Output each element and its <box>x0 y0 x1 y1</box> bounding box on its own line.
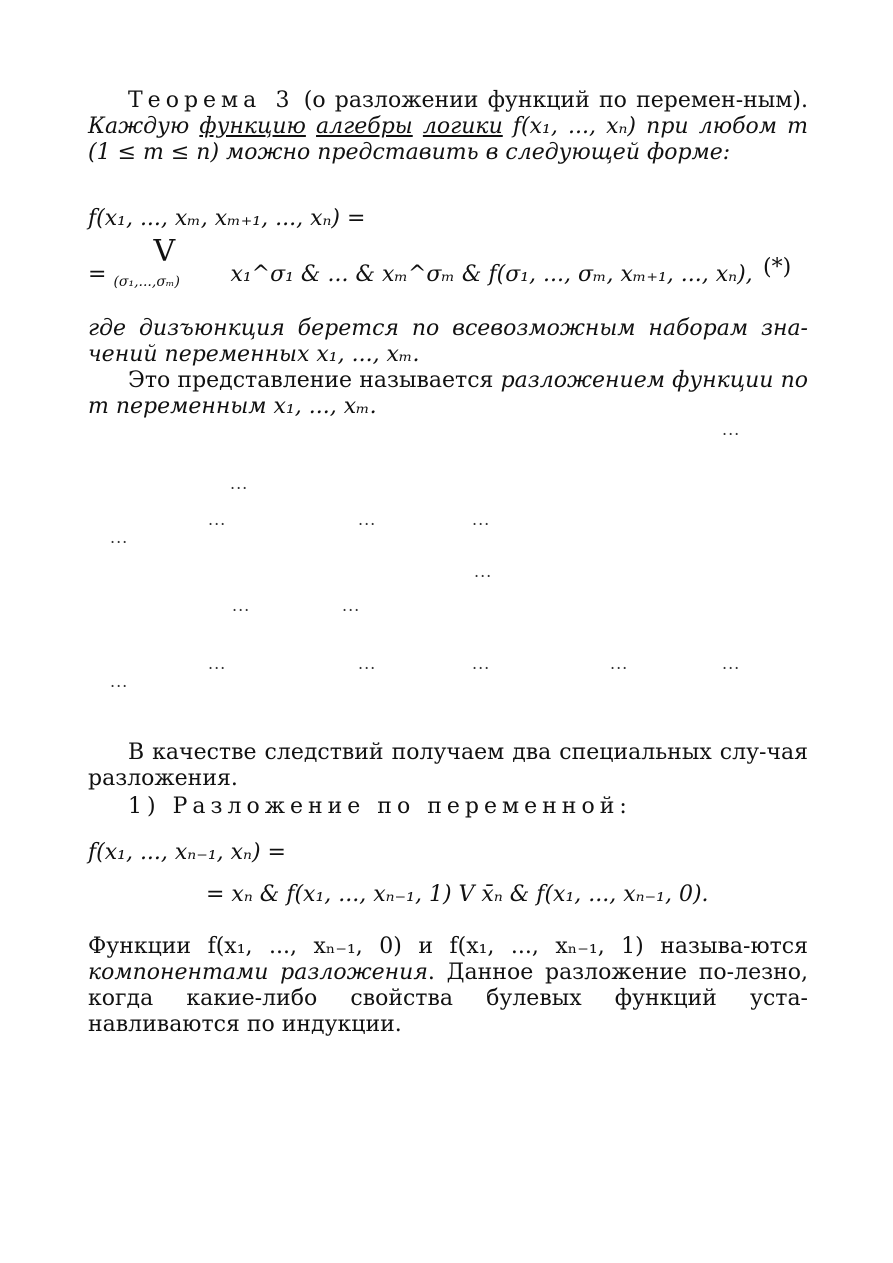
ellipsis: ... <box>230 474 249 493</box>
definition-start: Это представление называется <box>128 368 501 393</box>
formula-lhs: f(x₁, ..., xₘ, xₘ₊₁, ..., xₙ) = <box>88 206 366 231</box>
disjunction-limits: (σ₁,...,σₘ) <box>113 274 180 290</box>
expansion-rhs: = xₙ & f(x₁, ..., xₙ₋₁, 1) V x̄ₙ & f(x₁, ..., xₙ₋₁, 0). <box>206 882 709 907</box>
ellipsis: ... <box>610 654 629 673</box>
disjunction-symbol <box>113 234 223 295</box>
expansion-lhs: f(x₁, ..., xₙ₋₁, xₙ) = <box>88 840 286 865</box>
ellipsis: ... <box>472 510 491 529</box>
where-paragraph: где дизъюнкция берется по всевозможным наборам зна-чений переменных x₁, ..., xₘ. <box>88 316 808 367</box>
theorem-title: (о разложении функций по перемен-ным). <box>303 88 808 113</box>
term-algebra: алгебры <box>316 114 413 139</box>
term-function: функцию <box>199 114 306 139</box>
formula-eq: = <box>88 262 107 287</box>
ellipsis: ... <box>358 510 377 529</box>
vee-icon: V <box>153 234 176 269</box>
ellipsis: ... <box>474 562 493 581</box>
ellipsis: ... <box>342 596 361 615</box>
ellipsis: ... <box>358 654 377 673</box>
definition-paragraph <box>88 368 808 420</box>
definition-term: разложением функции по m переменным <box>88 368 808 419</box>
theorem-statement-end: f(x₁, ..., xₙ) при любом m (1 ≤ m ≤ n) можно представить в следующей форме: <box>88 114 809 165</box>
final-start: Функции f(x₁, ..., xₙ₋₁, 0) и f(x₁, ..., xₙ₋₁, 1) называ-ются <box>88 934 808 959</box>
corollary-intro: В качестве следствий получаем два специальных слу-чая разложения. <box>88 740 808 791</box>
ellipsis: ... <box>232 596 251 615</box>
term-logic: логики <box>422 114 503 139</box>
corollary-item-1: 1) Разложение по переменной: <box>128 794 632 819</box>
ellipsis: ... <box>722 654 741 673</box>
ellipsis: ... <box>110 528 129 547</box>
definition-end: x₁, ..., xₘ. <box>266 394 377 419</box>
formula-tag: (*) <box>763 255 792 280</box>
final-term: компонентами разложения <box>88 960 428 985</box>
ellipsis: ... <box>722 420 741 439</box>
theorem-label: Теорема 3 <box>128 88 295 113</box>
ellipsis: ... <box>472 654 491 673</box>
theorem-statement-start: Каждую <box>88 114 200 139</box>
formula-body: x₁^σ₁ & ... & xₘ^σₘ & f(σ₁, ..., σₘ, xₘ₊₁, ..., xₙ), <box>230 262 753 287</box>
ellipsis: ... <box>208 510 227 529</box>
theorem-paragraph <box>88 88 808 166</box>
final-paragraph <box>88 934 808 1038</box>
ellipsis: ... <box>208 654 227 673</box>
formula-star-line <box>88 234 792 295</box>
final-end: . Данное разложение по-лезно, когда какие-либо свойства булевых функций уста-навливаются по индукции. <box>88 960 809 1037</box>
ellipsis: ... <box>110 672 129 691</box>
